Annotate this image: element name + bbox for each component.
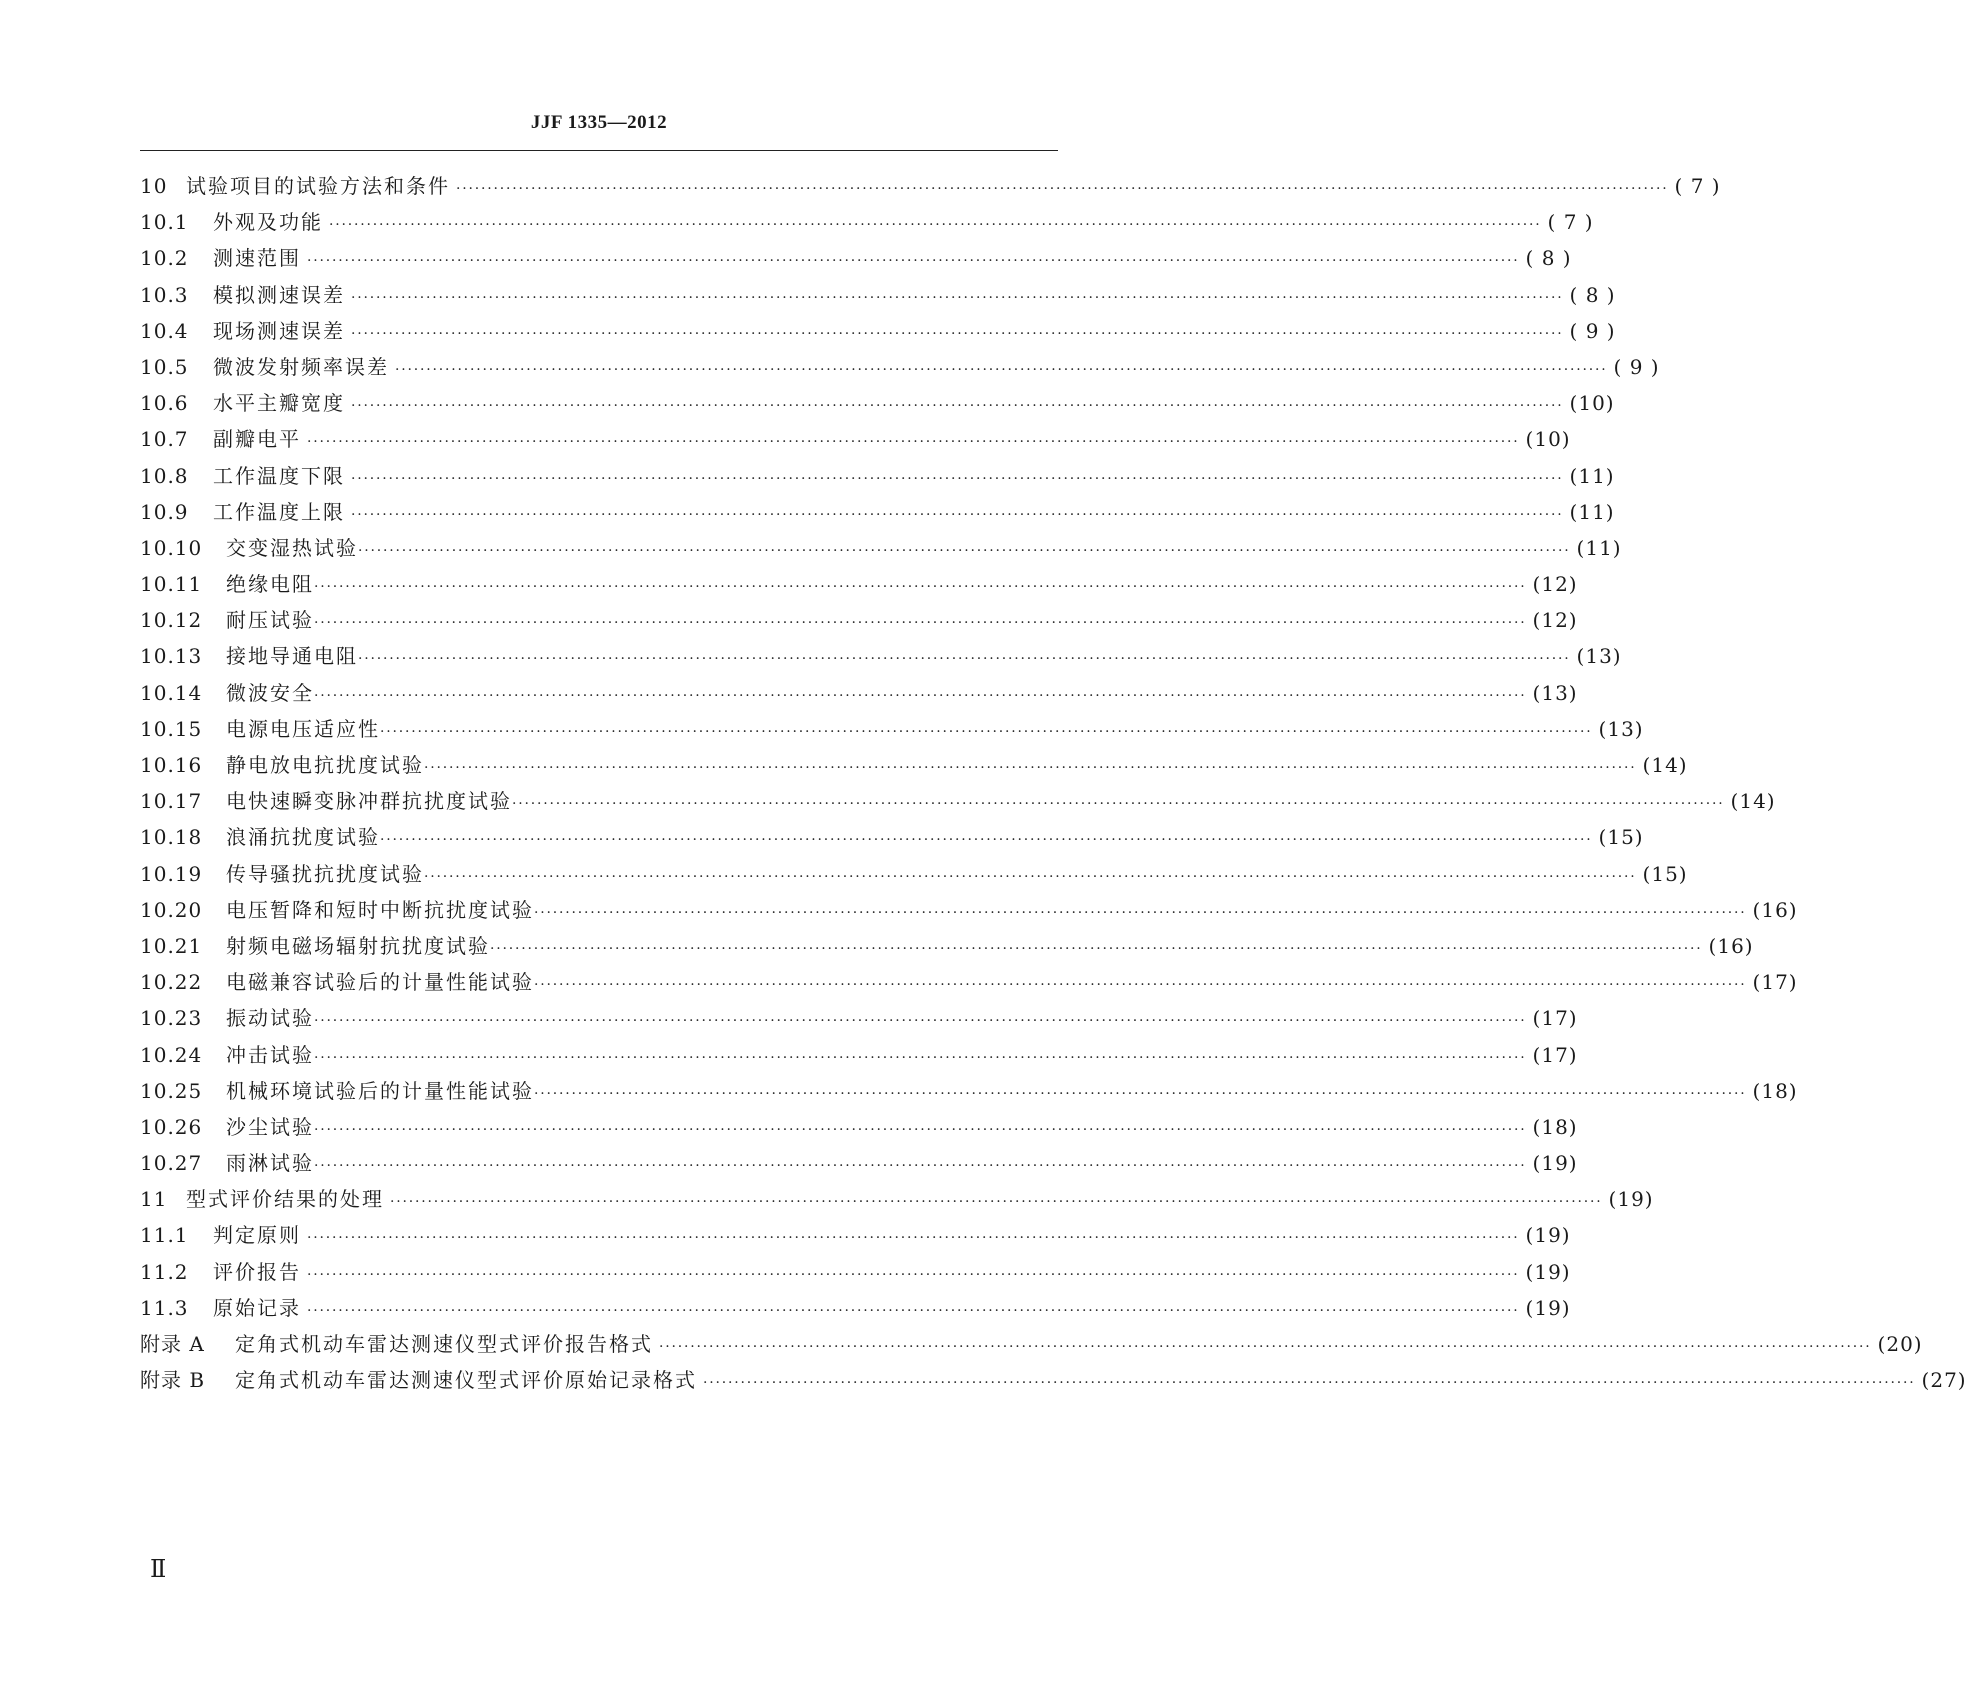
toc-entry-page: (12) [1532, 608, 1578, 633]
toc-entry-number: 10.18 [140, 825, 203, 850]
toc-entry-number: 10.23 [140, 1006, 203, 1031]
toc-dot-leader: ·································································································································································································· [358, 651, 1571, 668]
toc-entry-page: (17) [1752, 970, 1798, 995]
toc-entry-title: 试验项目的试验方法和条件 [186, 174, 450, 198]
toc-entry-number: 11.1 [140, 1223, 189, 1248]
toc-entry-number: 10.5 [140, 354, 189, 379]
toc-entry-title: 工作温度上限 [213, 499, 345, 524]
toc-entry[interactable] [140, 819, 1644, 855]
toc-entry-number: 附录 A [140, 1332, 205, 1356]
toc-dot-leader: ·································································································································································································· [307, 1266, 1520, 1283]
toc-entry-page: (15) [1598, 825, 1644, 850]
toc-entry[interactable] [140, 168, 1721, 204]
page-numeral: Ⅱ [150, 1557, 167, 1583]
toc-dot-leader: ·································································································································································································· [659, 1339, 1872, 1355]
toc-entry-number: 10.25 [140, 1078, 203, 1103]
toc-dot-leader: ·································································································································································································· [307, 1302, 1520, 1319]
toc-dot-leader: ·································································································································································································· [351, 289, 1564, 306]
toc-entry-title: 电快速瞬变脉冲群抗扰度试验 [226, 789, 512, 814]
toc-dot-leader: ·································································································································································································· [424, 760, 1637, 776]
toc-entry-title: 电压暂降和短时中断抗扰度试验 [226, 897, 534, 922]
toc-entry[interactable] [140, 892, 1798, 928]
toc-entry[interactable] [140, 964, 1798, 1000]
toc-entry[interactable] [140, 277, 1616, 313]
toc-dot-leader: ·································································································································································································· [307, 1230, 1520, 1247]
toc-entry[interactable] [140, 1109, 1578, 1145]
toc-entry-title: 电磁兼容试验后的计量性能试验 [226, 970, 534, 995]
toc-dot-leader: ·································································································································································································· [314, 687, 1527, 704]
toc-entry-number: 附录 B [140, 1368, 206, 1393]
toc-entry[interactable] [140, 313, 1616, 349]
toc-entry[interactable] [140, 928, 1754, 964]
toc-entry-title: 现场测速误差 [213, 318, 345, 343]
toc-entry-number: 10.8 [140, 463, 189, 488]
toc-dot-leader: ·································································································································································································· [424, 868, 1637, 885]
toc-entry[interactable] [140, 204, 1594, 240]
toc-dot-leader: ·································································································································································································· [358, 542, 1571, 559]
toc-dot-leader: ·································································································································································································· [534, 1085, 1747, 1102]
toc-entry-number: 10.10 [140, 535, 203, 560]
toc-entry-number: 10 [140, 174, 168, 198]
toc-entry[interactable] [140, 566, 1578, 602]
toc-entry-number: 10.2 [140, 246, 189, 271]
toc-entry-page: (18) [1532, 1114, 1578, 1139]
toc-entry-page: (16) [1708, 933, 1754, 958]
toc-entry[interactable] [140, 1217, 1571, 1253]
toc-entry[interactable] [140, 240, 1572, 276]
toc-entry-title: 外观及功能 [213, 210, 323, 235]
toc-entry-page: (16) [1752, 897, 1798, 922]
toc-dot-leader: ·································································································································································································· [307, 253, 1520, 270]
toc-entry[interactable] [140, 1181, 1654, 1217]
toc-entry-title: 定角式机动车雷达测速仪型式评价报告格式 [235, 1332, 653, 1356]
toc-entry-page: (11) [1569, 463, 1615, 488]
toc-entry-number: 10.26 [140, 1114, 203, 1139]
toc-entry[interactable] [140, 1145, 1578, 1181]
toc-entry-page: (10) [1525, 427, 1571, 452]
toc-dot-leader: ·································································································································································································· [703, 1375, 1916, 1392]
toc-entry-page: (17) [1532, 1042, 1578, 1067]
toc-entry[interactable] [140, 1254, 1571, 1290]
toc-entry-page: ( 7 ) [1674, 174, 1721, 198]
toc-dot-leader: ·································································································································································································· [534, 977, 1747, 994]
toc-entry-page: (12) [1532, 572, 1578, 597]
toc-entry-number: 11.2 [140, 1259, 189, 1284]
toc-entry-number: 10.16 [140, 753, 203, 777]
toc-entry-title: 测速范围 [213, 246, 301, 271]
toc-entry-title: 射频电磁场辐射抗扰度试验 [226, 933, 490, 958]
toc-entry-number: 10.7 [140, 427, 189, 452]
toc-entry-number: 10.21 [140, 933, 203, 958]
toc-entry-number: 10.17 [140, 789, 203, 814]
toc-entry-page: ( 7 ) [1547, 210, 1594, 235]
toc-entry-number: 10.27 [140, 1151, 203, 1176]
toc-entry[interactable] [140, 530, 1622, 566]
toc-dot-leader: ·································································································································································································· [395, 361, 1608, 378]
toc-entry-title: 微波安全 [226, 680, 314, 705]
toc-entry-page: (19) [1532, 1151, 1578, 1176]
toc-entry-page: (11) [1569, 499, 1615, 524]
toc-entry-title: 振动试验 [226, 1006, 314, 1031]
toc-dot-leader: ·································································································································································································· [314, 615, 1527, 632]
toc-entry-number: 10.3 [140, 282, 189, 307]
toc-entry-title: 静电放电抗扰度试验 [226, 753, 424, 777]
toc-entry-number: 10.14 [140, 680, 203, 705]
toc-entry-number: 10.4 [140, 318, 189, 343]
toc-entry-title: 副瓣电平 [213, 427, 301, 452]
toc-entry-title: 机械环境试验后的计量性能试验 [226, 1078, 534, 1103]
toc-dot-leader: ·································································································································································································· [314, 1049, 1527, 1066]
toc-entry-page: (19) [1608, 1187, 1654, 1212]
toc-entry[interactable] [140, 675, 1578, 711]
toc-dot-leader: ·································································································································································································· [314, 1013, 1527, 1030]
toc-entry-title: 接地导通电阻 [226, 644, 358, 669]
toc-entry-page: (15) [1642, 861, 1688, 886]
toc-entry-title: 沙尘试验 [226, 1114, 314, 1139]
toc-entry[interactable] [140, 1073, 1798, 1109]
toc-entry-number: 10.20 [140, 897, 203, 922]
toc-entry-title: 工作温度下限 [213, 463, 345, 488]
toc-entry-title: 雨淋试验 [226, 1151, 314, 1176]
toc-entry-title: 交变湿热试验 [226, 535, 358, 560]
toc-entry-title: 耐压试验 [226, 608, 314, 633]
toc-entry-number: 10.15 [140, 716, 203, 741]
toc-entry-page: (14) [1730, 789, 1776, 814]
toc-entry-page: (13) [1598, 716, 1644, 741]
toc-entry-number: 11.3 [140, 1295, 189, 1320]
toc-entry-page: (19) [1525, 1295, 1571, 1320]
toc-entry-page: (14) [1642, 753, 1688, 777]
toc-dot-leader: ·································································································································································································· [351, 506, 1564, 523]
toc-entry-title: 冲击试验 [226, 1042, 314, 1067]
toc-entry[interactable] [140, 747, 1688, 783]
toc-dot-leader: ·································································································································································································· [329, 217, 1542, 234]
toc-entry-page: ( 9 ) [1569, 318, 1616, 343]
table-of-contents [140, 168, 1967, 1398]
toc-entry-page: (10) [1569, 391, 1615, 416]
toc-dot-leader: ·································································································································································································· [351, 325, 1564, 342]
toc-dot-leader: ·································································································································································································· [314, 1121, 1527, 1138]
toc-entry-page: (18) [1752, 1078, 1798, 1103]
toc-entry-title: 电源电压适应性 [226, 716, 380, 741]
toc-entry-number: 10.6 [140, 391, 189, 416]
toc-dot-leader: ·································································································································································································· [512, 796, 1725, 813]
toc-dot-leader: ·································································································································································································· [534, 904, 1747, 921]
toc-entry-title: 水平主瓣宽度 [213, 391, 345, 416]
toc-entry[interactable] [140, 1037, 1578, 1073]
toc-entry[interactable] [140, 711, 1644, 747]
toc-entry-page: (13) [1576, 644, 1622, 669]
toc-entry-page: (19) [1525, 1223, 1571, 1248]
toc-entry-number: 10.22 [140, 970, 203, 995]
toc-entry-number: 10.1 [140, 210, 189, 235]
toc-entry-title: 传导骚扰抗扰度试验 [226, 861, 424, 886]
toc-entry-title: 型式评价结果的处理 [186, 1187, 384, 1212]
toc-entry-number: 10.19 [140, 861, 203, 886]
toc-entry-number: 10.13 [140, 644, 203, 669]
toc-entry-page: ( 8 ) [1569, 282, 1616, 307]
toc-entry-page: (13) [1532, 680, 1578, 705]
toc-entry-page: (19) [1525, 1259, 1571, 1284]
toc-entry[interactable] [140, 1290, 1571, 1326]
toc-dot-leader: ·································································································································································································· [307, 434, 1520, 451]
header-rule [140, 150, 1058, 151]
toc-dot-leader: ·································································································································································································· [314, 1158, 1527, 1175]
toc-dot-leader: ·································································································································································································· [351, 470, 1564, 487]
toc-dot-leader: ·································································································································································································· [351, 398, 1564, 415]
running-header: JJF 1335—2012 [530, 112, 668, 133]
toc-dot-leader: ·································································································································································································· [490, 940, 1703, 957]
toc-entry-title: 微波发射频率误差 [213, 354, 389, 379]
toc-dot-leader: ·································································································································································································· [380, 723, 1593, 740]
toc-entry-title: 判定原则 [213, 1223, 301, 1248]
toc-entry-title: 评价报告 [213, 1259, 301, 1284]
toc-dot-leader: ·································································································································································································· [314, 579, 1527, 596]
toc-dot-leader: ·································································································································································································· [390, 1194, 1603, 1211]
toc-entry-number: 10.12 [140, 608, 203, 633]
toc-entry[interactable] [140, 1000, 1578, 1036]
toc-entry-number: 10.11 [140, 572, 203, 597]
toc-entry-page: (27) [1921, 1368, 1967, 1393]
toc-entry-title: 浪涌抗扰度试验 [226, 825, 380, 850]
toc-dot-leader: ·································································································································································································· [380, 832, 1593, 849]
toc-entry[interactable] [140, 856, 1688, 892]
toc-entry-number: 10.9 [140, 499, 189, 524]
toc-entry-title: 定角式机动车雷达测速仪型式评价原始记录格式 [235, 1368, 697, 1393]
toc-entry-title: 绝缘电阻 [226, 572, 314, 597]
toc-entry[interactable] [140, 602, 1578, 638]
toc-entry[interactable] [140, 1362, 1967, 1398]
toc-entry-title: 模拟测速误差 [213, 282, 345, 307]
toc-entry-number: 11 [140, 1187, 168, 1212]
toc-entry-page: ( 9 ) [1613, 354, 1660, 379]
toc-entry[interactable] [140, 349, 1660, 385]
toc-entry-number: 10.24 [140, 1042, 203, 1067]
toc-entry-title: 原始记录 [213, 1295, 301, 1320]
toc-entry[interactable] [140, 494, 1615, 530]
toc-entry[interactable] [140, 638, 1622, 674]
toc-entry[interactable] [140, 1326, 1923, 1362]
toc-entry[interactable] [140, 421, 1571, 457]
toc-entry[interactable] [140, 458, 1615, 494]
toc-entry-page: (17) [1532, 1006, 1578, 1031]
toc-entry-page: ( 8 ) [1525, 246, 1572, 271]
toc-entry[interactable] [140, 783, 1776, 819]
toc-entry-page: (11) [1576, 535, 1622, 560]
toc-entry-page: (20) [1877, 1332, 1923, 1356]
toc-dot-leader: ·································································································································································································· [456, 181, 1669, 197]
toc-entry[interactable] [140, 385, 1615, 421]
